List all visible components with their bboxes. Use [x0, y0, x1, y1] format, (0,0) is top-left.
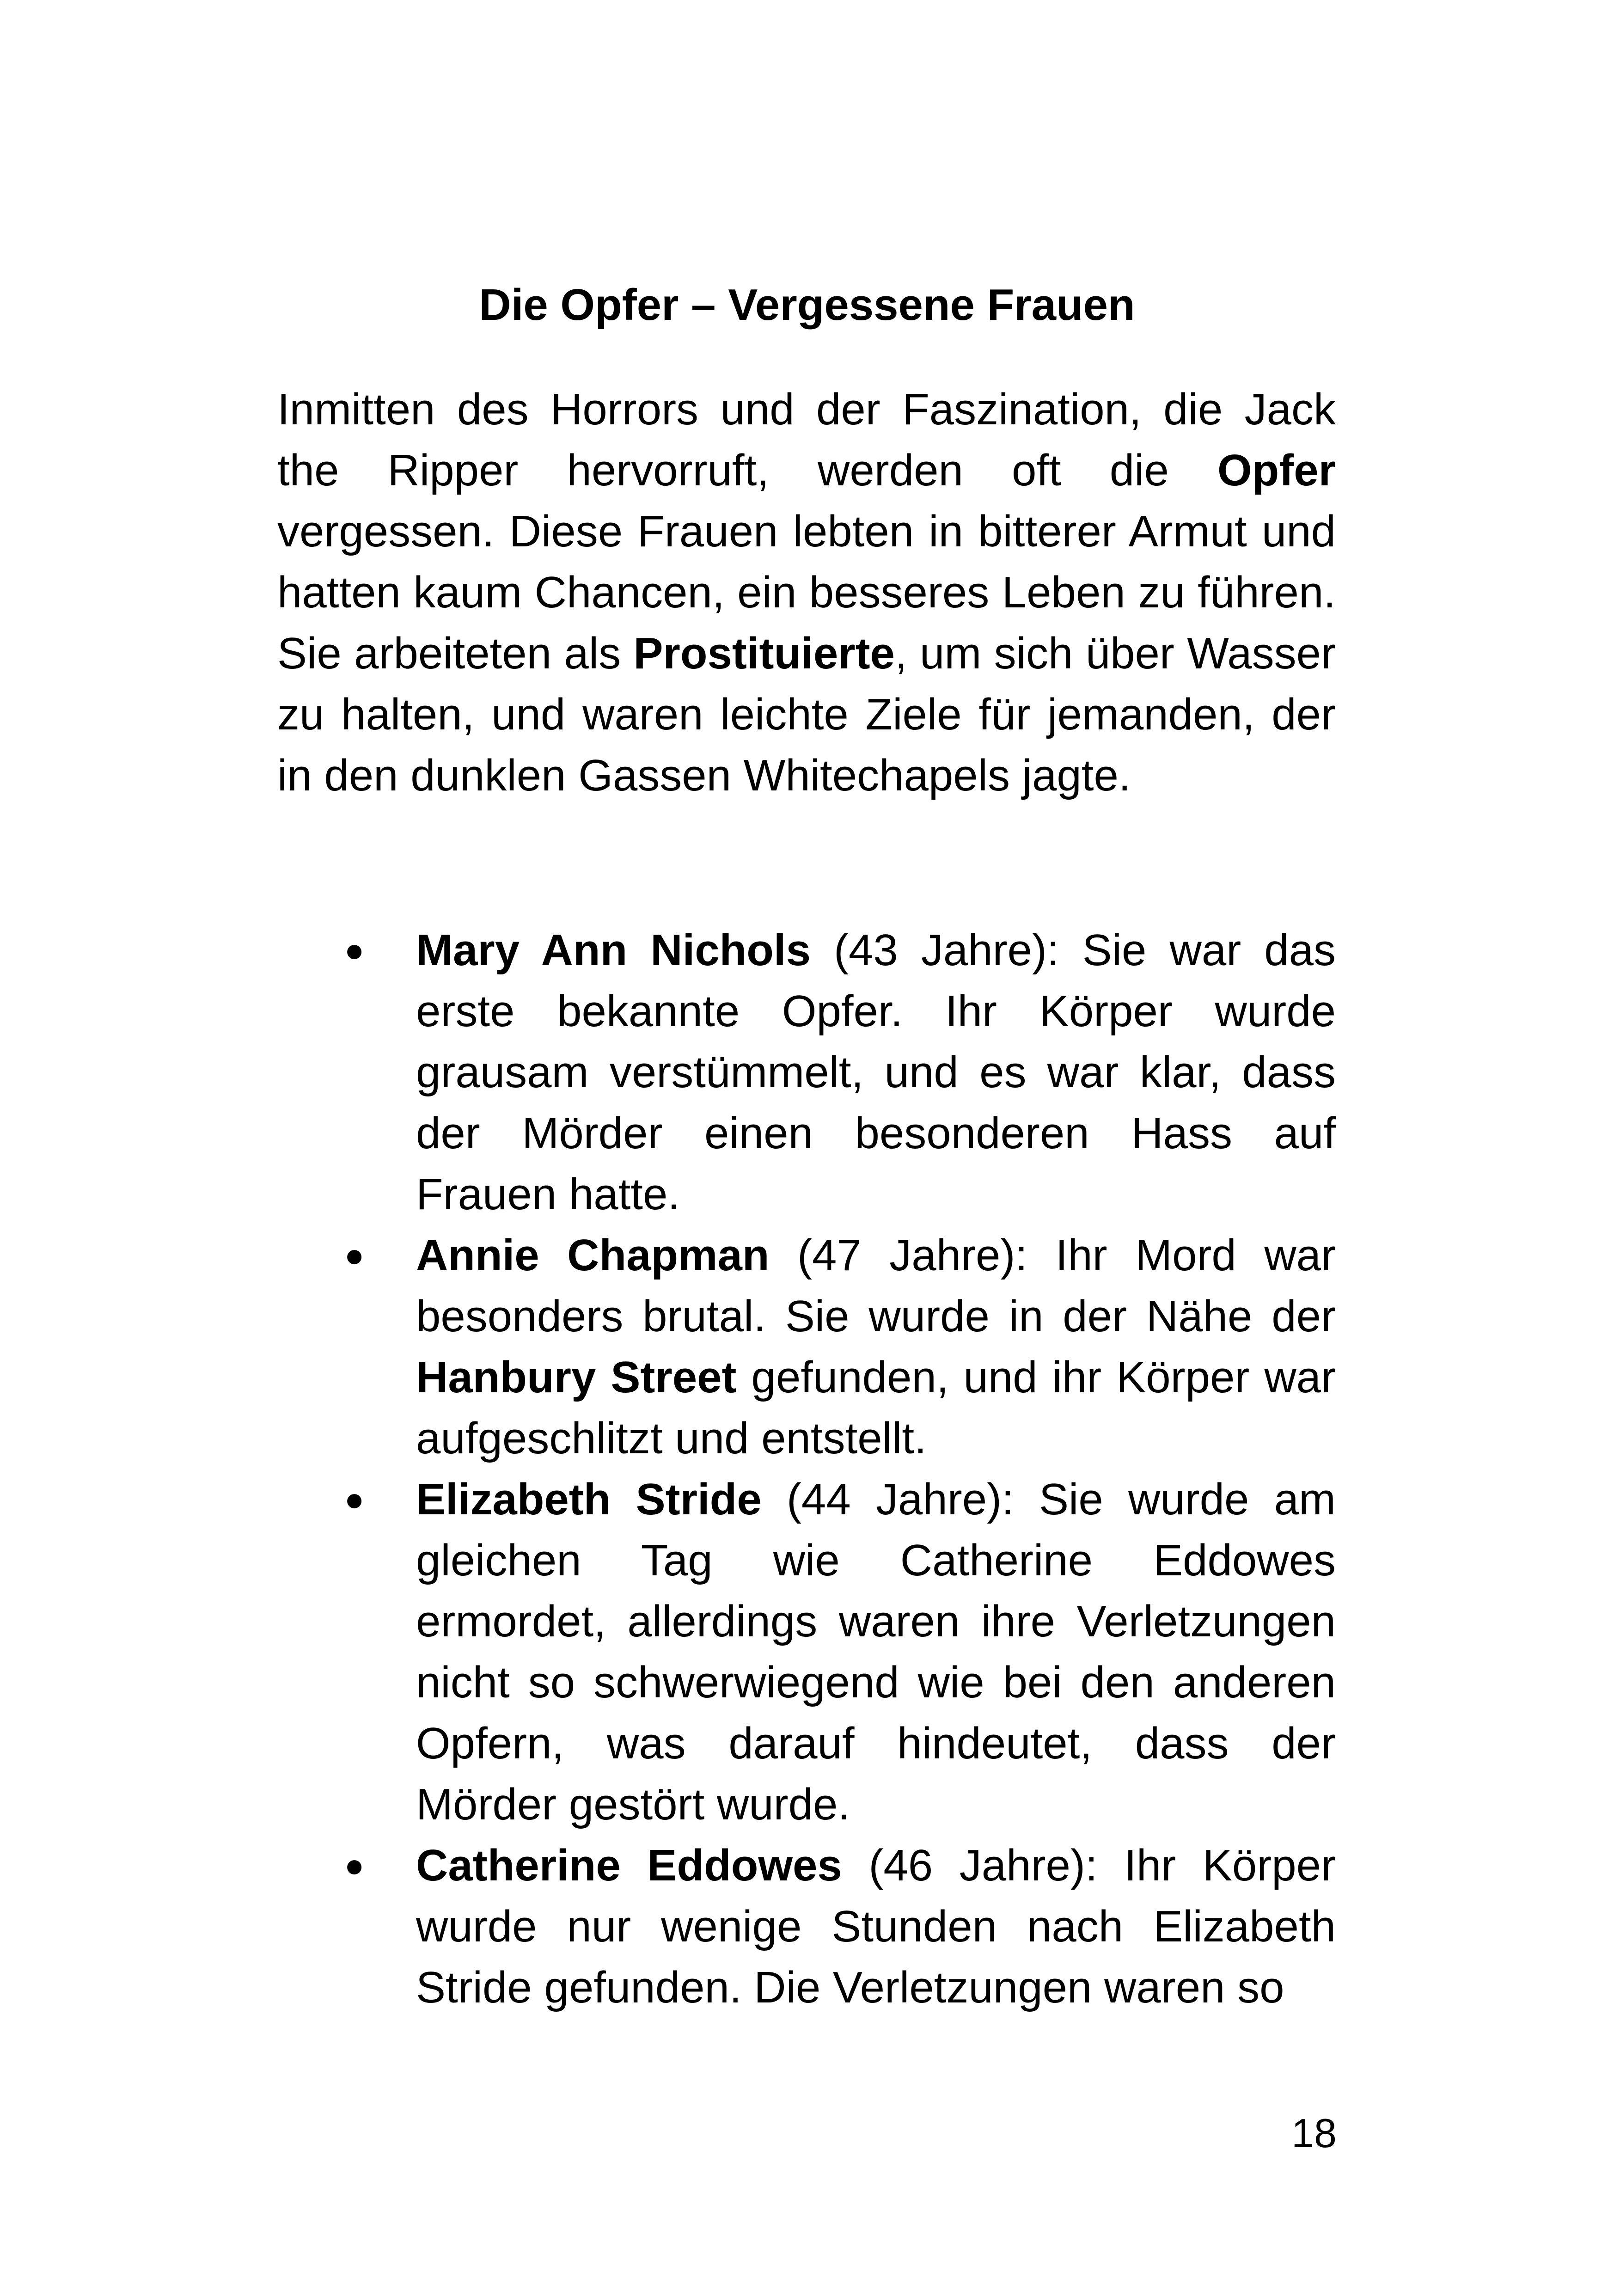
list-item	[277, 1225, 1336, 1469]
bullet-icon: ●	[344, 1847, 365, 1884]
victim-text: (47 Jahre): Ihr Mord war besonders brutal. Sie wurde in der Nähe der	[416, 1231, 1336, 1341]
victim-text-2: gefunden, und ihr Körper war aufgeschlitzt und entstellt.	[416, 1353, 1336, 1463]
intro-text-1: Inmitten des Horrors und der Faszination, die Jack the Ripper hervorruft, werden oft die	[277, 385, 1336, 495]
bullet-icon: ●	[344, 932, 365, 969]
list-item	[277, 1835, 1336, 2018]
intro-paragraph	[277, 379, 1336, 806]
intro-bold-opfer: Opfer	[1217, 446, 1336, 495]
intro-bold-prostituierte: Prostituierte	[633, 629, 895, 678]
victim-name: Annie Chapman	[416, 1231, 770, 1280]
victim-text: (43 Jahre): Sie war das erste bekannte Opfer. Ihr Körper wurde grausam verstümmelt, und es war klar, dass der Mörder einen besonderen Hass auf Frauen hatte.	[416, 925, 1336, 1219]
victim-name: Catherine Eddowes	[416, 1841, 842, 1890]
victim-name: Elizabeth Stride	[416, 1475, 762, 1524]
page-number: 18	[1291, 2110, 1337, 2156]
list-item	[277, 1469, 1336, 1835]
intro-text-2: vergessen. Diese Frauen lebten in bitterer Armut und hatten kaum Chancen, ein besseres Leben zu führen. Sie arbeiteten als	[277, 507, 1336, 678]
victim-name: Mary Ann Nichols	[416, 925, 811, 975]
list-item	[277, 920, 1336, 1225]
intro-text-3: , um sich über Wasser zu halten, und waren leichte Ziele für jemanden, der in den dunklen Gassen Whitechapels jagte.	[277, 629, 1336, 800]
victim-text: (44 Jahre): Sie wurde am gleichen Tag wie Catherine Eddowes ermordet, allerdings waren ihre Verletzungen nicht so schwerwiegend wie bei den anderen Opfern, was darauf hindeutet, dass der Mörder gestört wurde.	[416, 1475, 1336, 1829]
victim-list	[277, 920, 1336, 2018]
bullet-icon: ●	[344, 1481, 365, 1518]
victim-bold-place: Hanbury Street	[416, 1353, 737, 1402]
bullet-icon: ●	[344, 1237, 365, 1274]
chapter-heading: Die Opfer – Vergessene Frauen	[479, 280, 1135, 330]
victim-text: (46 Jahre): Ihr Körper wurde nur wenige Stunden nach Elizabeth Stride gefunden. Die Verletzungen waren so	[416, 1841, 1336, 2012]
